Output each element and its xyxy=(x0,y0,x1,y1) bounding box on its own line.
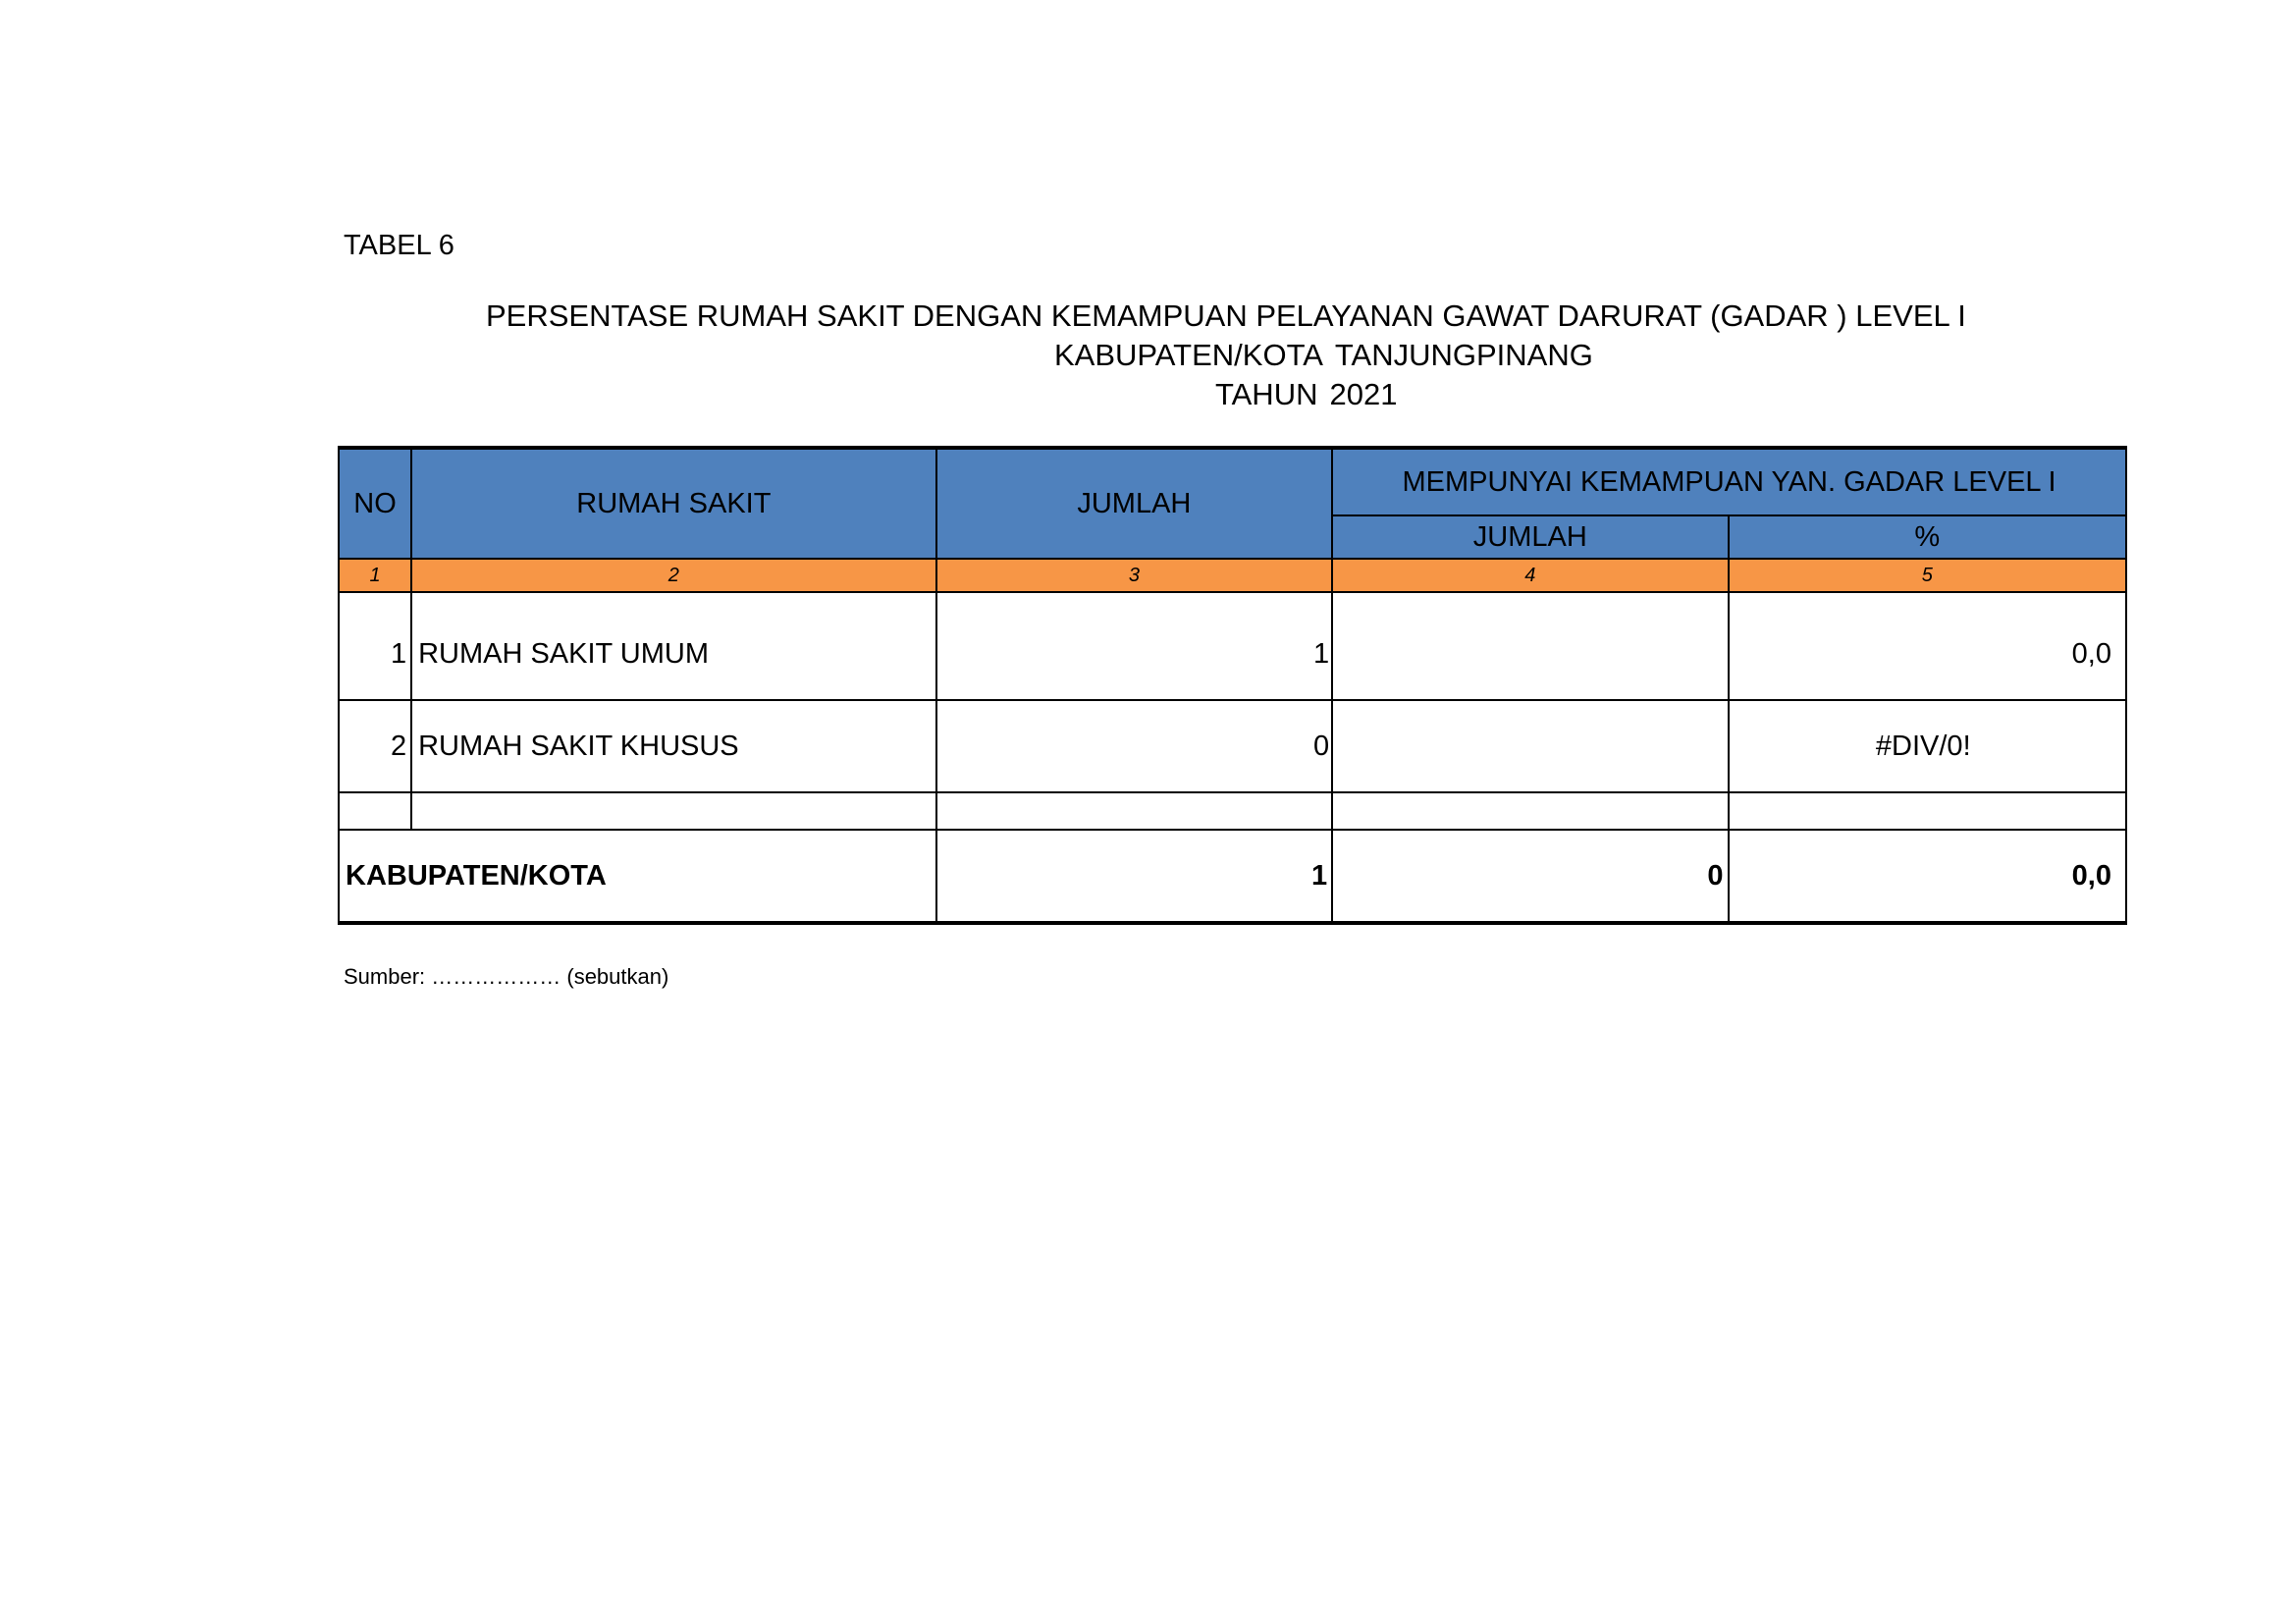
total-jumlah: 1 xyxy=(936,830,1332,923)
spacer-row xyxy=(339,792,2126,830)
cell-jumlah: 0 xyxy=(936,700,1332,792)
header-jumlah: JUMLAH xyxy=(936,448,1332,559)
col-number: 1 xyxy=(339,559,411,592)
header-group-gadar: MEMPUNYAI KEMAMPUAN YAN. GADAR LEVEL I xyxy=(1332,448,2126,515)
total-pct: 0,0 xyxy=(1729,830,2126,923)
cell-no: 2 xyxy=(339,700,411,792)
title-year xyxy=(1215,377,1397,412)
year-value: 2021 xyxy=(1329,377,1398,411)
total-label: KABUPATEN/KOTA xyxy=(339,830,936,923)
hospital-table xyxy=(338,446,2127,925)
header-rumah-sakit: RUMAH SAKIT xyxy=(411,448,936,559)
header-gadar-pct: % xyxy=(1729,515,2126,559)
table-row xyxy=(339,700,2126,792)
table-label: TABEL 6 xyxy=(344,230,454,261)
year-label: TAHUN xyxy=(1215,377,1318,411)
col-number: 5 xyxy=(1729,559,2126,592)
source-note: Sumber: ……………… (sebutkan) xyxy=(344,964,669,989)
cell-gadar-jumlah xyxy=(1332,592,1728,700)
cell-name: RUMAH SAKIT UMUM xyxy=(411,592,936,700)
cell-gadar-jumlah xyxy=(1332,700,1728,792)
region-label: KABUPATEN/KOTA xyxy=(1054,338,1323,372)
table-row xyxy=(339,592,2126,700)
cell-name: RUMAH SAKIT KHUSUS xyxy=(411,700,936,792)
total-row xyxy=(339,830,2126,923)
cell-no: 1 xyxy=(339,592,411,700)
col-number: 2 xyxy=(411,559,936,592)
total-gadar-jumlah: 0 xyxy=(1332,830,1728,923)
col-number: 3 xyxy=(936,559,1332,592)
cell-jumlah: 1 xyxy=(936,592,1332,700)
cell-pct: 0,0 xyxy=(1729,592,2126,700)
region-value: TANJUNGPINANG xyxy=(1334,338,1593,372)
spacer-cell xyxy=(411,792,936,830)
spacer-cell xyxy=(339,792,411,830)
spacer-cell xyxy=(936,792,1332,830)
spacer-cell xyxy=(1729,792,2126,830)
cell-pct: #DIV/0! xyxy=(1729,700,2126,792)
spacer-cell xyxy=(1332,792,1728,830)
header-gadar-jumlah: JUMLAH xyxy=(1332,515,1728,559)
page-title: PERSENTASE RUMAH SAKIT DENGAN KEMAMPUAN PELAYANAN GAWAT DARURAT (GADAR ) LEVEL I xyxy=(486,298,1966,333)
column-number-row xyxy=(339,559,2126,592)
title-region xyxy=(1054,338,1593,373)
col-number: 4 xyxy=(1332,559,1728,592)
header-no: NO xyxy=(339,448,411,559)
